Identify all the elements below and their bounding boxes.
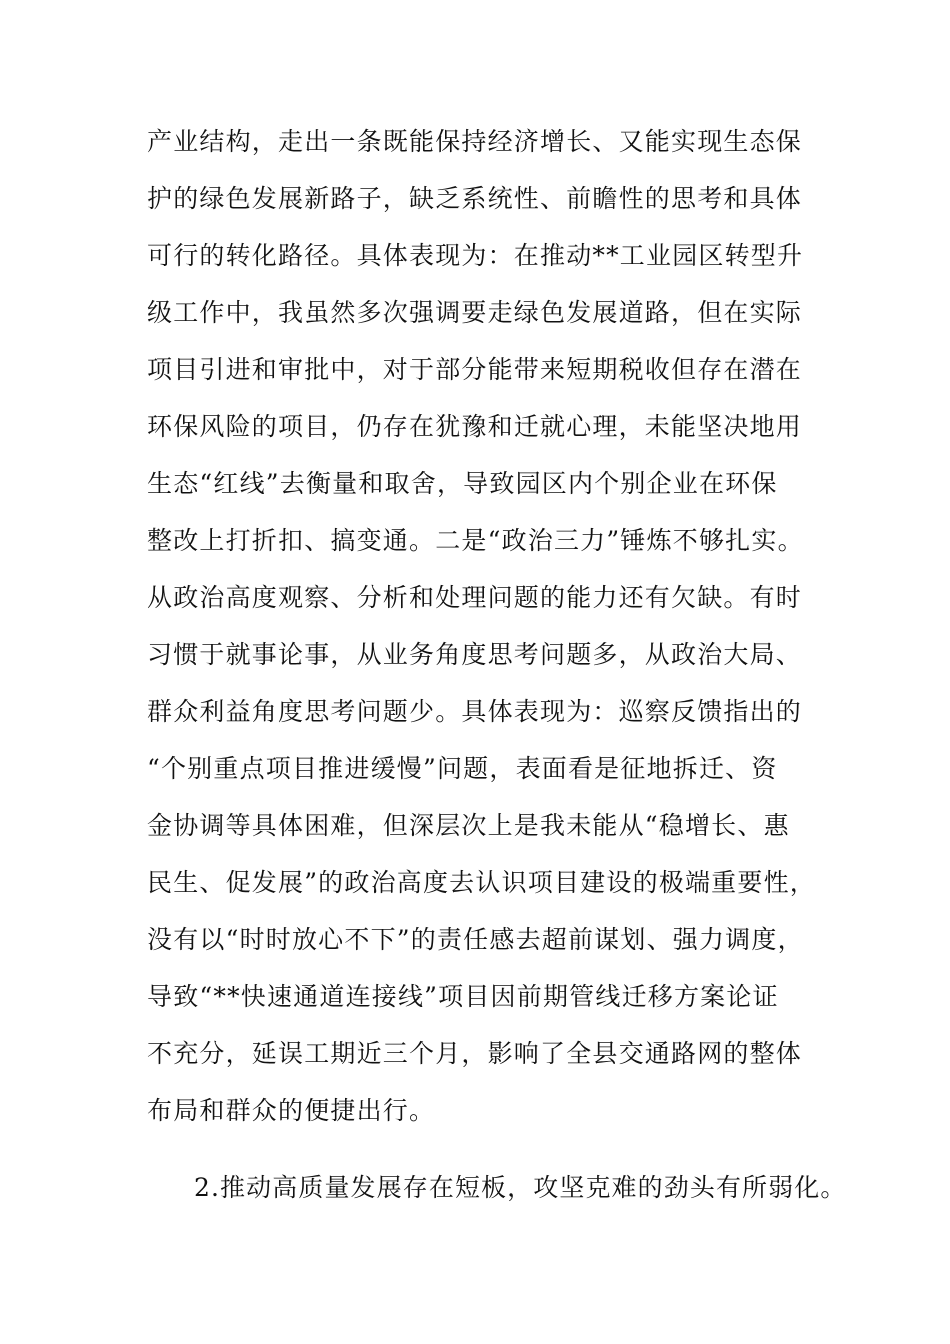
paragraph-line: 整改上打折扣、搞变通。二是“政治三力”锤炼不够扎实。: [147, 526, 804, 555]
paragraph-line: 布局和群众的便捷出行。: [147, 1096, 436, 1125]
paragraph-line: 生态“红线”去衡量和取舍，导致园区内个别企业在环保: [147, 469, 778, 498]
paragraph-line: 导致“**快速通道连接线”项目因前期管线迁移方案论证: [147, 982, 779, 1011]
paragraph-line: 护的绿色发展新路子，缺乏系统性、前瞻性的思考和具体: [147, 184, 803, 213]
paragraph-line: 民生、促发展”的政治高度去认识项目建设的极端重要性，: [147, 868, 816, 897]
paragraph-line: 可行的转化路径。具体表现为：在推动**工业园区转型升: [147, 241, 804, 270]
paragraph-line: 项目引进和审批中，对于部分能带来短期税收但存在潜在: [147, 355, 803, 384]
paragraph-line: 群众利益角度思考问题少。具体表现为：巡察反馈指出的: [147, 697, 803, 726]
section-heading: 2.推动高质量发展存在短板，攻坚克难的劲头有所弱化。: [194, 1173, 847, 1202]
paragraph-line: 没有以“时时放心不下”的责任感去超前谋划、强力调度，: [147, 925, 804, 954]
paragraph-line: 产业结构，走出一条既能保持经济增长、又能实现生态保: [147, 127, 803, 156]
paragraph-line: 金协调等具体困难，但深层次上是我未能从“稳增长、惠: [147, 811, 790, 840]
paragraph-line: 级工作中，我虽然多次强调要走绿色发展道路，但在实际: [147, 298, 803, 327]
paragraph-line: 环保风险的项目，仍存在犹豫和迁就心理，未能坚决地用: [147, 412, 803, 441]
paragraph-line: 不充分，延误工期近三个月，影响了全县交通路网的整体: [147, 1039, 803, 1068]
paragraph-line: 从政治高度观察、分析和处理问题的能力还有欠缺。有时: [147, 583, 803, 612]
paragraph-line: 习惯于就事论事，从业务角度思考问题多，从政治大局、: [147, 640, 803, 669]
paragraph-line: “个别重点项目推进缓慢”问题，表面看是征地拆迁、资: [147, 754, 778, 783]
